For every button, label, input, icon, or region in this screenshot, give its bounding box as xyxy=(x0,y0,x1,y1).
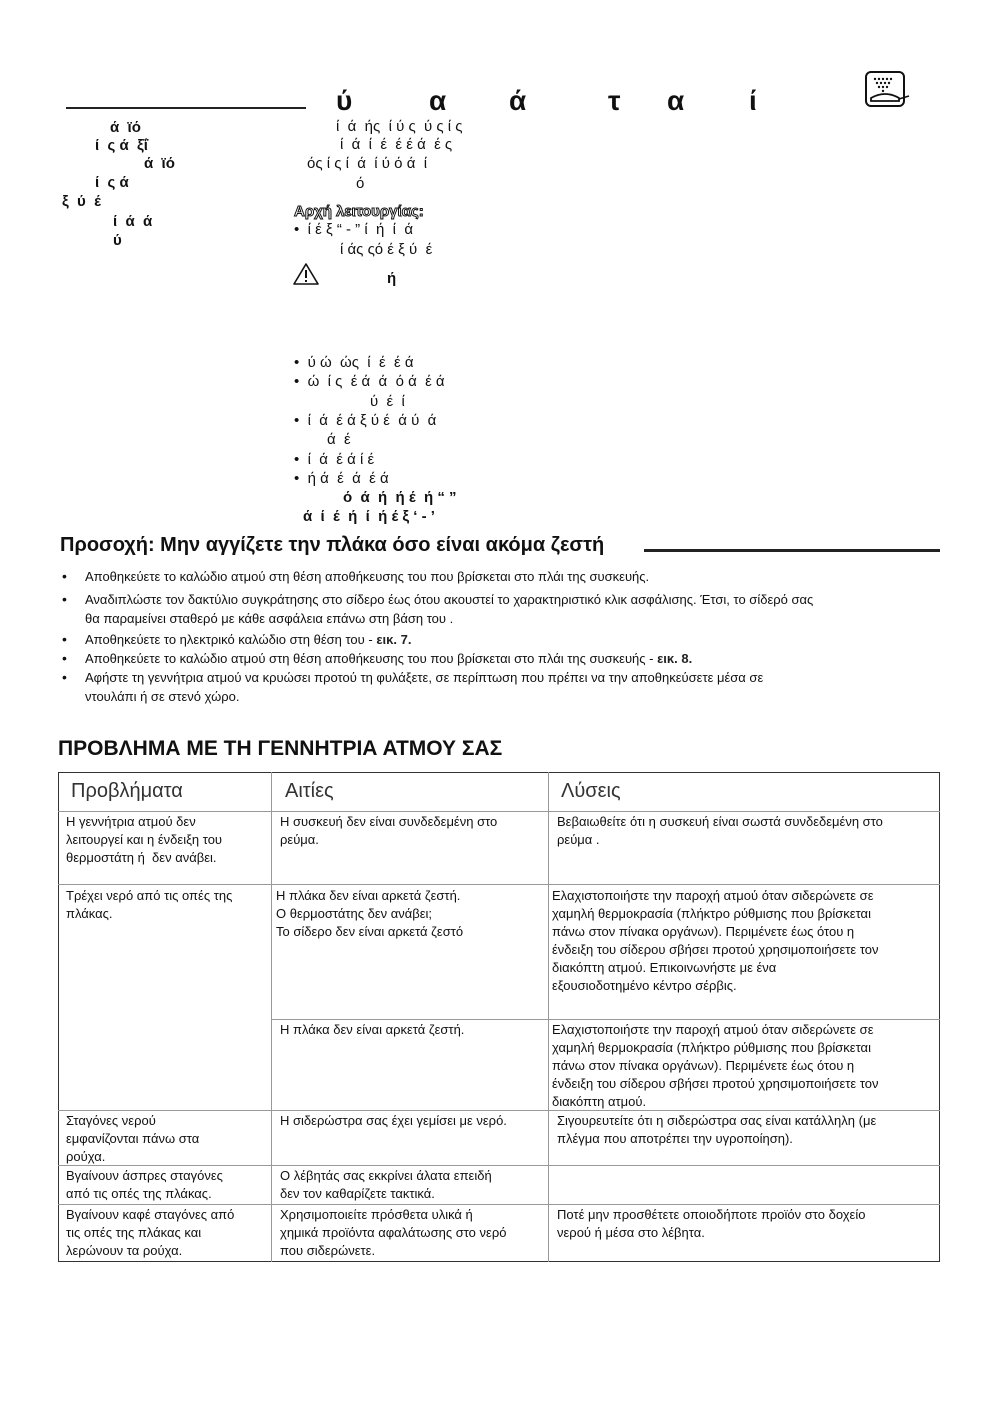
warning-word: ή xyxy=(387,270,397,287)
header-problems: Προβλήματα xyxy=(71,780,183,802)
row-divider xyxy=(58,1204,940,1205)
warning-triangle-icon xyxy=(292,262,320,286)
problem-cell: Η γεννήτρια ατμού δεν λειτουργεί και η ένδειξη του θερμοστάτη ή δεν ανάβει. xyxy=(66,814,223,865)
body-line: ί ά ί έ έ έ ά έ ς xyxy=(340,136,453,153)
figure-reference: εικ. 8. xyxy=(657,651,693,666)
cause-cell: Η σιδερώστρα σας έχει γεμίσει με νερό. xyxy=(280,1113,507,1128)
left-rule xyxy=(66,107,306,109)
row-divider xyxy=(58,884,940,885)
title-fragment: α xyxy=(429,85,448,116)
item-continuation: ντουλάπι ή σε στενό χώρο. xyxy=(85,689,240,704)
cause-cell: Η πλάκα δεν είναι αρκετά ζεστή. Ο θερμοστάτης δεν ανάβει; Το σίδερο δεν είναι αρκετά ζεστό xyxy=(276,888,464,939)
bullet-line: • ώ ί ς έ ά ά ό ά έ ά xyxy=(294,373,445,390)
left-line: ί ς ά ξΐ xyxy=(95,137,148,154)
problem-cell: Τρέχει νερό από τις οπές της πλάκας. xyxy=(66,888,233,921)
left-line: ά ϊό xyxy=(110,119,141,136)
solution-cell: Ελαχιστοποιήστε την παροχή ατμού όταν σιδερώνετε σε χαμηλή θερμοκρασία (πλήκτρο ρύθμισης που βρίσκεται πάνω στον πίνακα οργάνων). Περιμένετε έως ότου η ένδειξη του σίδερου σβήσει προτού χρησιμοποιήσετε τον διακόπτη ατμού. Επικοινωνήστε με ένα εξουσιοδοτημένο κέντρο σέρβις. xyxy=(552,888,879,993)
title-fragment: ά xyxy=(509,85,528,116)
item-text: Αποθηκεύετε το ηλεκτρικό καλώδιο στη θέση του - xyxy=(85,632,377,647)
item-text: Αφήστε τη γεννήτρια ατμού να κρυώσει προτού τη φυλάξετε, σε περίπτωση που πρέπει να την αποθηκεύσετε μέσα σε xyxy=(85,670,764,685)
body-line: ός ί ς ί ά ί ύ ό ά ί xyxy=(307,155,428,172)
storage-instructions-list xyxy=(60,567,940,706)
left-line: ά ϊό xyxy=(144,155,175,172)
row-divider xyxy=(271,1019,940,1020)
left-line: ύ xyxy=(113,232,122,249)
list-item xyxy=(60,630,940,649)
solution-cell: Ποτέ μην προσθέτετε οποιοδήποτε προϊόν στο δοχείο νερού ή μέσα στο λέβητα. xyxy=(557,1207,866,1240)
heading-rule xyxy=(644,549,940,552)
list-item xyxy=(60,668,940,706)
column-divider xyxy=(271,772,272,1262)
left-line: ί ς ά xyxy=(95,174,129,191)
body-line: ό xyxy=(356,175,365,192)
header-solutions: Λύσεις xyxy=(561,780,621,802)
column-divider xyxy=(548,772,549,1262)
title-fragment: τ xyxy=(608,85,622,116)
problem-cell: Βγαίνουν άσπρες σταγόνες από τις οπές της πλάκας. xyxy=(66,1168,223,1201)
solution-cell: Ελαχιστοποιήστε την παροχή ατμού όταν σιδερώνετε σε χαμηλή θερμοκρασία (πλήκτρο ρύθμισης που βρίσκεται πάνω στον πίνακα οργάνων). Περιμένετε έως ότου η ένδειξη του σίδερου σβήσει προτού χρησιμοποιήσετε τον διακόπτη ατμού. xyxy=(552,1022,879,1109)
bullet-line: • ύ ώ ώς ί έ έ ά xyxy=(294,354,414,371)
bullet-line: • ή ά έ ά έ ά xyxy=(294,470,389,487)
cause-cell: Χρησιμοποιείτε πρόσθετα υλικά ή χημικά προϊόντα αφαλάτωσης στο νερό που σιδερώνετε. xyxy=(280,1207,507,1258)
title-fragment: ύ xyxy=(336,85,354,116)
left-line: ί ά ά xyxy=(113,213,153,230)
solution-cell: Βεβαιωθείτε ότι η συσκευή είναι σωστά συνδεδεμένη στο ρεύμα . xyxy=(557,814,883,847)
body-line: ί ά ής ί ύ ς ύ ς ί ς xyxy=(336,118,463,135)
left-line: ξ ύ έ xyxy=(62,193,101,210)
cause-cell: Ο λέβητάς σας εκκρίνει άλατα επειδή δεν τον καθαρίζετε τακτικά. xyxy=(280,1168,492,1201)
principle-line: ί άς ςό έ ξ ύ έ xyxy=(340,241,433,258)
solution-cell: Σιγουρευτείτε ότι η σιδερώστρα σας είναι κατάλληλη (με πλέγμα που αποτρέπει την υγροποίηση). xyxy=(557,1113,877,1146)
list-item xyxy=(60,649,940,668)
bold-line: ά ί έ ή ί ή έ ξ ‘ - ’ xyxy=(303,508,435,525)
bullet-line: • ί ά έ ά ί έ xyxy=(294,451,375,468)
problem-cell: Βγαίνουν καφέ σταγόνες από τις οπές της πλάκας και λερώνουν τα ρούχα. xyxy=(66,1207,235,1258)
item-continuation: θα παραμείνει σταθερό με κάθε ασφάλεια επάνω στη βάση του . xyxy=(85,611,454,626)
title-fragment: α xyxy=(667,85,686,116)
principle-line: • ί έ ξ “ - ” ί ή ί ά xyxy=(294,221,413,238)
bold-line: ό ά ή ή έ ή “ ” xyxy=(343,489,457,506)
iron-soleplate-icon xyxy=(863,70,911,110)
principle-label: Αρχή λειτουργίας: xyxy=(294,203,424,220)
list-item xyxy=(60,590,940,628)
cause-cell: Η πλάκα δεν είναι αρκετά ζεστή. xyxy=(280,1022,465,1037)
troubleshooting-title: ΠΡΟΒΛΗΜΑ ΜΕ ΤΗ ΓΕΝΝΗΤΡΙΑ ΑΤΜΟΥ ΣΑΣ xyxy=(58,737,503,760)
list-item xyxy=(60,567,940,586)
row-divider xyxy=(58,811,940,812)
figure-reference: εικ. 7. xyxy=(376,632,412,647)
bullet-line: • ί ά έ ά ξ ύ έ ά ύ ά xyxy=(294,412,437,429)
cause-cell: Η συσκευή δεν είναι συνδεδεμένη στο ρεύμα. xyxy=(280,814,498,847)
item-text: Αποθηκεύετε το καλώδιο ατμού στη θέση αποθήκευσης του που βρίσκεται στο πλάι της συσκευής. xyxy=(85,569,650,584)
problem-cell: Σταγόνες νερού εμφανίζονται πάνω στα ρούχα. xyxy=(66,1113,200,1164)
item-text: Αναδιπλώστε τον δακτύλιο συγκράτησης στο σίδερο έως ότου ακουστεί το χαρακτηριστικό κλικ ασφάλισης. Έτσι, το σίδερό σας xyxy=(85,592,814,607)
bullet-line: ά έ xyxy=(327,431,351,448)
header-causes: Αιτίες xyxy=(285,780,334,802)
title-fragment: ί xyxy=(749,85,758,116)
bullet-line: ύ έ ί xyxy=(370,393,405,410)
warning-heading: Προσοχή: Μην αγγίζετε την πλάκα όσο είναι ακόμα ζεστή xyxy=(60,534,605,556)
item-text: Αποθηκεύετε το καλώδιο ατμού στη θέση αποθήκευσης του που βρίσκεται στο πλάι της συσκευής - xyxy=(85,651,658,666)
